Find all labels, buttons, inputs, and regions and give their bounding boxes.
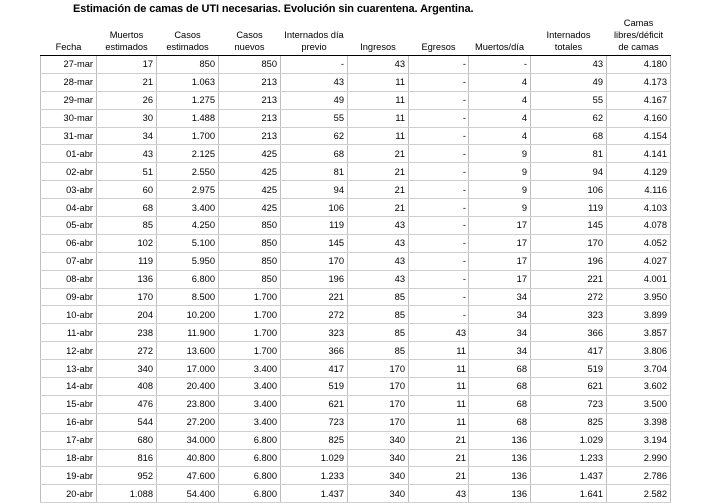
cell-muertos-est: 68 [97,199,157,217]
cell-muertos-est: 680 [97,431,157,449]
cell-camas: 4.160 [607,109,671,127]
cell-internados-tot: 323 [531,306,607,324]
cell-fecha: 19-abr [41,467,97,485]
cell-muertos-est: 952 [97,467,157,485]
cell-ingresos: 21 [348,163,409,181]
cell-casos-nuevos: 6.800 [219,467,281,485]
cell-egresos: 43 [409,485,469,503]
table-row [41,467,671,485]
cell-muertos-est: 102 [97,234,157,252]
cell-muertos-est: 34 [97,127,157,145]
cell-internados-prev: 119 [281,217,348,235]
cell-ingresos: 170 [348,395,409,413]
cell-internados-tot: 221 [531,270,607,288]
cell-camas: 4.001 [607,270,671,288]
cell-muertos-est: 816 [97,449,157,467]
cell-egresos: 43 [409,324,469,342]
cell-internados-tot: 62 [531,109,607,127]
cell-casos-est: 1.063 [157,73,219,91]
cell-muertos-est: 119 [97,252,157,270]
table-row [41,217,671,235]
cell-egresos: - [409,163,469,181]
cell-camas: 3.857 [607,324,671,342]
table-row [41,324,671,342]
cell-fecha: 16-abr [41,413,97,431]
cell-internados-prev: 55 [281,109,348,127]
cell-internados-prev: 62 [281,127,348,145]
cell-egresos: - [409,181,469,199]
cell-casos-nuevos: 1.700 [219,306,281,324]
cell-casos-nuevos: 213 [219,127,281,145]
cell-casos-est: 2.975 [157,181,219,199]
cell-casos-nuevos: 6.800 [219,431,281,449]
cell-ingresos: 43 [348,217,409,235]
cell-internados-tot: 1.437 [531,467,607,485]
cell-casos-est: 11.900 [157,324,219,342]
col-header-casos-nuevos: Casos nuevos [219,15,281,56]
cell-ingresos: 170 [348,378,409,396]
cell-muertos-est: 170 [97,288,157,306]
table-row [41,199,671,217]
cell-muertos-dia: 136 [469,431,531,449]
table-row [41,306,671,324]
cell-egresos: - [409,252,469,270]
cell-casos-est: 2.125 [157,145,219,163]
cell-camas: 3.398 [607,413,671,431]
cell-ingresos: 21 [348,181,409,199]
cell-muertos-dia: 136 [469,485,531,503]
cell-fecha: 27-mar [41,56,97,74]
cell-camas: 3.194 [607,431,671,449]
col-header-internados-totales: Internados totales [531,15,607,56]
cell-camas: 4.167 [607,91,671,109]
cell-casos-est: 27.200 [157,413,219,431]
cell-ingresos: 85 [348,288,409,306]
cell-egresos: - [409,217,469,235]
cell-muertos-dia: 9 [469,163,531,181]
cell-muertos-est: 26 [97,91,157,109]
cell-muertos-dia: 68 [469,360,531,378]
cell-fecha: 06-abr [41,234,97,252]
cell-casos-nuevos: 3.400 [219,413,281,431]
cell-ingresos: 43 [348,270,409,288]
table-row [41,485,671,503]
cell-muertos-est: 85 [97,217,157,235]
cell-internados-tot: 49 [531,73,607,91]
cell-muertos-dia: 34 [469,342,531,360]
cell-egresos: 21 [409,449,469,467]
cell-internados-prev: 1.233 [281,467,348,485]
cell-muertos-dia: 4 [469,109,531,127]
cell-fecha: 04-abr [41,199,97,217]
cell-internados-tot: 81 [531,145,607,163]
cell-ingresos: 85 [348,342,409,360]
cell-fecha: 02-abr [41,163,97,181]
cell-ingresos: 11 [348,73,409,91]
cell-ingresos: 340 [348,431,409,449]
cell-internados-tot: 43 [531,56,607,74]
cell-casos-nuevos: 850 [219,56,281,74]
table-row [41,252,671,270]
cell-casos-est: 5.950 [157,252,219,270]
cell-camas: 4.154 [607,127,671,145]
cell-ingresos: 11 [348,109,409,127]
cell-ingresos: 21 [348,199,409,217]
cell-internados-tot: 1.233 [531,449,607,467]
cell-muertos-est: 272 [97,342,157,360]
cell-casos-est: 10.200 [157,306,219,324]
table-row [41,413,671,431]
cell-internados-prev: 1.029 [281,449,348,467]
cell-casos-est: 8.500 [157,288,219,306]
cell-egresos: 21 [409,431,469,449]
cell-fecha: 15-abr [41,395,97,413]
cell-muertos-est: 30 [97,109,157,127]
cell-fecha: 12-abr [41,342,97,360]
table-row [41,360,671,378]
cell-muertos-dia: 9 [469,181,531,199]
cell-fecha: 29-mar [41,91,97,109]
cell-muertos-est: 17 [97,56,157,74]
cell-egresos: - [409,127,469,145]
cell-camas: 4.052 [607,234,671,252]
cell-casos-est: 3.400 [157,199,219,217]
cell-ingresos: 340 [348,449,409,467]
cell-egresos: 11 [409,413,469,431]
cell-fecha: 18-abr [41,449,97,467]
cell-internados-tot: 68 [531,127,607,145]
cell-internados-tot: 723 [531,395,607,413]
col-header-muertos-estimados: Muertos estimados [97,15,157,56]
cell-camas: 3.806 [607,342,671,360]
cell-internados-prev: 825 [281,431,348,449]
cell-egresos: - [409,91,469,109]
cell-camas: 4.078 [607,217,671,235]
cell-egresos: 21 [409,467,469,485]
cell-muertos-dia: 17 [469,217,531,235]
cell-ingresos: 85 [348,306,409,324]
cell-ingresos: 340 [348,485,409,503]
col-header-camas-libres: Camas libres/déficit de camas [607,15,671,56]
cell-casos-nuevos: 425 [219,199,281,217]
cell-muertos-dia: 68 [469,395,531,413]
cell-internados-tot: 366 [531,324,607,342]
cell-camas: 3.899 [607,306,671,324]
cell-internados-prev: 196 [281,270,348,288]
cell-muertos-est: 238 [97,324,157,342]
cell-internados-tot: 196 [531,252,607,270]
cell-internados-tot: 1.029 [531,431,607,449]
cell-casos-nuevos: 213 [219,91,281,109]
cell-fecha: 09-abr [41,288,97,306]
cell-internados-tot: 55 [531,91,607,109]
cell-casos-est: 2.550 [157,163,219,181]
cell-muertos-dia: 9 [469,145,531,163]
cell-casos-nuevos: 6.800 [219,449,281,467]
col-header-ingresos: Ingresos [348,15,409,56]
cell-egresos: 11 [409,360,469,378]
cell-muertos-dia: 4 [469,127,531,145]
table-body [41,56,671,503]
cell-egresos: - [409,145,469,163]
cell-internados-prev: 43 [281,73,348,91]
table-row [41,109,671,127]
cell-camas: 4.180 [607,56,671,74]
cell-fecha: 13-abr [41,360,97,378]
cell-muertos-dia: - [469,56,531,74]
cell-camas: 4.129 [607,163,671,181]
cell-ingresos: 340 [348,467,409,485]
table-row [41,163,671,181]
cell-fecha: 03-abr [41,181,97,199]
cell-casos-est: 5.100 [157,234,219,252]
cell-muertos-est: 408 [97,378,157,396]
cell-camas: 4.173 [607,73,671,91]
cell-egresos: - [409,270,469,288]
cell-muertos-dia: 136 [469,467,531,485]
cell-casos-nuevos: 1.700 [219,288,281,306]
cell-camas: 2.786 [607,467,671,485]
cell-internados-tot: 1.641 [531,485,607,503]
cell-casos-est: 47.600 [157,467,219,485]
cell-casos-nuevos: 1.700 [219,324,281,342]
cell-fecha: 07-abr [41,252,97,270]
cell-internados-tot: 119 [531,199,607,217]
col-header-egresos: Egresos [409,15,469,56]
cell-casos-est: 1.700 [157,127,219,145]
cell-egresos: 11 [409,378,469,396]
col-header-internados-dia-previo: Internados día previo [281,15,348,56]
cell-ingresos: 85 [348,324,409,342]
cell-ingresos: 11 [348,127,409,145]
cell-egresos: - [409,199,469,217]
table-row [41,395,671,413]
cell-egresos: 11 [409,395,469,413]
cell-muertos-est: 340 [97,360,157,378]
cell-casos-nuevos: 425 [219,163,281,181]
cell-casos-est: 34.000 [157,431,219,449]
cell-casos-est: 4.250 [157,217,219,235]
header-row [41,15,671,56]
cell-casos-nuevos: 425 [219,181,281,199]
cell-internados-tot: 170 [531,234,607,252]
cell-camas: 2.582 [607,485,671,503]
cell-muertos-est: 43 [97,145,157,163]
table-row [41,431,671,449]
cell-muertos-est: 1.088 [97,485,157,503]
cell-casos-nuevos: 850 [219,270,281,288]
cell-casos-est: 40.800 [157,449,219,467]
cell-internados-tot: 621 [531,378,607,396]
cell-casos-nuevos: 425 [219,145,281,163]
cell-internados-prev: 68 [281,145,348,163]
cell-camas: 4.027 [607,252,671,270]
cell-muertos-est: 60 [97,181,157,199]
cell-fecha: 11-abr [41,324,97,342]
cell-muertos-est: 21 [97,73,157,91]
cell-casos-nuevos: 3.400 [219,360,281,378]
cell-camas: 4.116 [607,181,671,199]
cell-egresos: 11 [409,342,469,360]
cell-egresos: - [409,288,469,306]
cell-internados-prev: 81 [281,163,348,181]
cell-casos-nuevos: 1.700 [219,342,281,360]
cell-muertos-dia: 4 [469,73,531,91]
cell-fecha: 17-abr [41,431,97,449]
cell-ingresos: 43 [348,56,409,74]
table-row [41,73,671,91]
cell-internados-prev: 272 [281,306,348,324]
cell-ingresos: 21 [348,145,409,163]
cell-egresos: - [409,56,469,74]
cell-muertos-dia: 17 [469,234,531,252]
cell-internados-prev: 366 [281,342,348,360]
cell-casos-est: 23.800 [157,395,219,413]
table-row [41,342,671,360]
cell-egresos: - [409,306,469,324]
cell-internados-prev: 170 [281,252,348,270]
cell-casos-est: 17.000 [157,360,219,378]
cell-casos-nuevos: 850 [219,217,281,235]
cell-casos-est: 1.275 [157,91,219,109]
cell-egresos: - [409,109,469,127]
cell-muertos-dia: 17 [469,270,531,288]
cell-internados-prev: 417 [281,360,348,378]
cell-internados-prev: 49 [281,91,348,109]
col-header-fecha: Fecha [41,15,97,56]
cell-muertos-dia: 17 [469,252,531,270]
cell-internados-prev: 145 [281,234,348,252]
cell-egresos: - [409,234,469,252]
cell-muertos-est: 51 [97,163,157,181]
cell-casos-nuevos: 3.400 [219,395,281,413]
cell-casos-est: 6.800 [157,270,219,288]
cell-internados-tot: 94 [531,163,607,181]
cell-camas: 3.500 [607,395,671,413]
cell-ingresos: 43 [348,234,409,252]
cell-fecha: 31-mar [41,127,97,145]
cell-internados-prev: 94 [281,181,348,199]
table-row [41,91,671,109]
cell-muertos-est: 476 [97,395,157,413]
cell-ingresos: 170 [348,413,409,431]
cell-egresos: - [409,73,469,91]
table-row [41,127,671,145]
cell-internados-prev: 621 [281,395,348,413]
table-row [41,56,671,74]
cell-internados-prev: - [281,56,348,74]
cell-muertos-est: 544 [97,413,157,431]
cell-fecha: 30-mar [41,109,97,127]
cell-internados-prev: 1.437 [281,485,348,503]
cell-camas: 4.141 [607,145,671,163]
cell-muertos-dia: 68 [469,378,531,396]
col-header-casos-estimados: Casos estimados [157,15,219,56]
cell-camas: 4.103 [607,199,671,217]
table-row [41,181,671,199]
cell-fecha: 01-abr [41,145,97,163]
table-row [41,378,671,396]
table-row [41,288,671,306]
cell-internados-prev: 221 [281,288,348,306]
cell-ingresos: 11 [348,91,409,109]
cell-internados-tot: 106 [531,181,607,199]
cell-muertos-dia: 34 [469,288,531,306]
cell-casos-est: 54.400 [157,485,219,503]
cell-internados-prev: 519 [281,378,348,396]
cell-ingresos: 43 [348,252,409,270]
cell-muertos-est: 136 [97,270,157,288]
cell-casos-est: 20.400 [157,378,219,396]
cell-muertos-dia: 34 [469,324,531,342]
cell-fecha: 28-mar [41,73,97,91]
table-title: Estimación de camas de UTI necesarias. Evolución sin cuarentena. Argentina. [73,3,474,15]
table-row [41,449,671,467]
cell-muertos-dia: 9 [469,199,531,217]
cell-camas: 3.602 [607,378,671,396]
cell-fecha: 10-abr [41,306,97,324]
cell-casos-nuevos: 213 [219,73,281,91]
cell-casos-est: 1.488 [157,109,219,127]
table-row [41,145,671,163]
cell-internados-tot: 272 [531,288,607,306]
cell-camas: 3.950 [607,288,671,306]
cell-casos-est: 13.600 [157,342,219,360]
cell-casos-est: 850 [157,56,219,74]
col-header-muertos-dia: Muertos/día [469,15,531,56]
cell-casos-nuevos: 213 [219,109,281,127]
cell-casos-nuevos: 3.400 [219,378,281,396]
cell-camas: 2.990 [607,449,671,467]
cell-muertos-dia: 136 [469,449,531,467]
cell-internados-tot: 519 [531,360,607,378]
cell-muertos-dia: 34 [469,306,531,324]
cell-fecha: 20-abr [41,485,97,503]
cell-internados-tot: 417 [531,342,607,360]
cell-internados-tot: 145 [531,217,607,235]
cell-fecha: 08-abr [41,270,97,288]
table-row [41,234,671,252]
table-row [41,270,671,288]
cell-fecha: 14-abr [41,378,97,396]
cell-casos-nuevos: 6.800 [219,485,281,503]
cell-camas: 3.704 [607,360,671,378]
cell-internados-prev: 106 [281,199,348,217]
cell-internados-tot: 825 [531,413,607,431]
cell-casos-nuevos: 850 [219,234,281,252]
cell-muertos-dia: 4 [469,91,531,109]
cell-fecha: 05-abr [41,217,97,235]
cell-ingresos: 170 [348,360,409,378]
cell-internados-prev: 323 [281,324,348,342]
cell-internados-prev: 723 [281,413,348,431]
cell-muertos-dia: 68 [469,413,531,431]
cell-muertos-est: 204 [97,306,157,324]
cell-casos-nuevos: 850 [219,252,281,270]
